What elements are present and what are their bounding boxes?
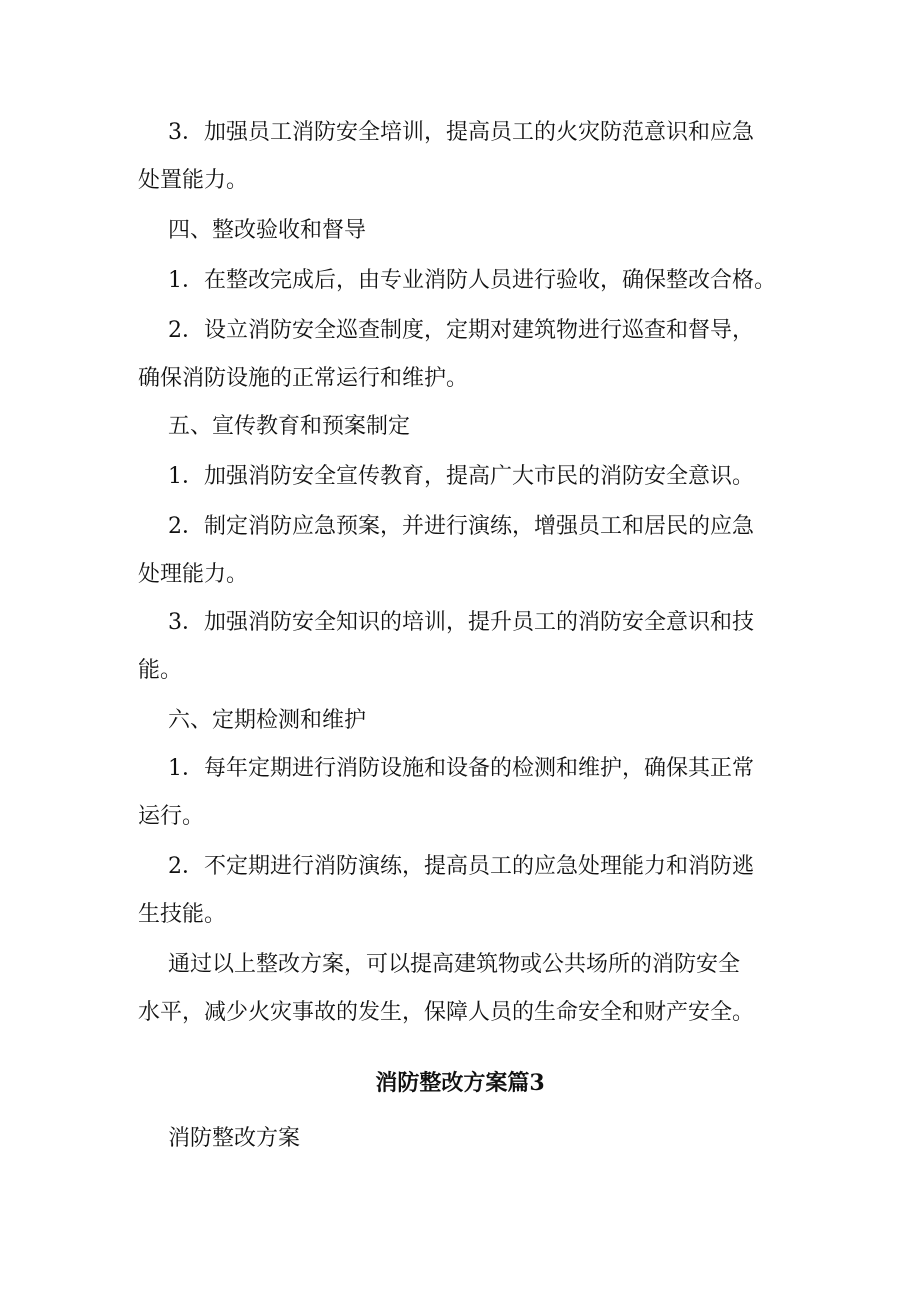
paragraph-line: 2．不定期进行消防演练，提高员工的应急处理能力和消防逃 xyxy=(168,854,754,879)
paragraph-line: 通过以上整改方案，可以提高建筑物或公共场所的消防安全 xyxy=(168,952,741,977)
paragraph-line: 确保消防设施的正常运行和维护。 xyxy=(138,366,469,391)
paragraph-line: 处置能力。 xyxy=(138,168,249,193)
paragraph-line: 3．加强消防安全知识的培训，提升员工的消防安全意识和技 xyxy=(168,610,754,635)
paragraph-line: 处理能力。 xyxy=(138,562,249,587)
section-heading-4: 四、整改验收和督导 xyxy=(168,218,367,243)
paragraph-line: 3．加强员工消防安全培训，提高员工的火灾防范意识和应急 xyxy=(168,120,754,145)
paragraph-line: 2．制定消防应急预案，并进行演练，增强员工和居民的应急 xyxy=(168,514,754,539)
paragraph-line: 1．加强消防安全宣传教育，提高广大市民的消防安全意识。 xyxy=(168,464,754,489)
paragraph-line: 水平，减少火灾事故的发生，保障人员的生命安全和财产安全。 xyxy=(138,1000,755,1025)
paragraph-line: 运行。 xyxy=(138,804,205,829)
paragraph-line: 1．在整改完成后，由专业消防人员进行验收，确保整改合格。 xyxy=(168,268,776,293)
paragraph-line: 能。 xyxy=(138,658,183,683)
section-heading-5: 五、宣传教育和预案制定 xyxy=(168,414,411,439)
section-title: 消防整改方案篇3 xyxy=(375,1070,545,1096)
paragraph-line: 1．每年定期进行消防设施和设备的检测和维护，确保其正常 xyxy=(168,756,754,781)
section-heading-6: 六、定期检测和维护 xyxy=(168,708,367,733)
paragraph-line: 2．设立消防安全巡查制度，定期对建筑物进行巡查和督导， xyxy=(168,318,754,343)
paragraph-line: 生技能。 xyxy=(138,902,227,927)
subtitle: 消防整改方案 xyxy=(168,1126,301,1151)
